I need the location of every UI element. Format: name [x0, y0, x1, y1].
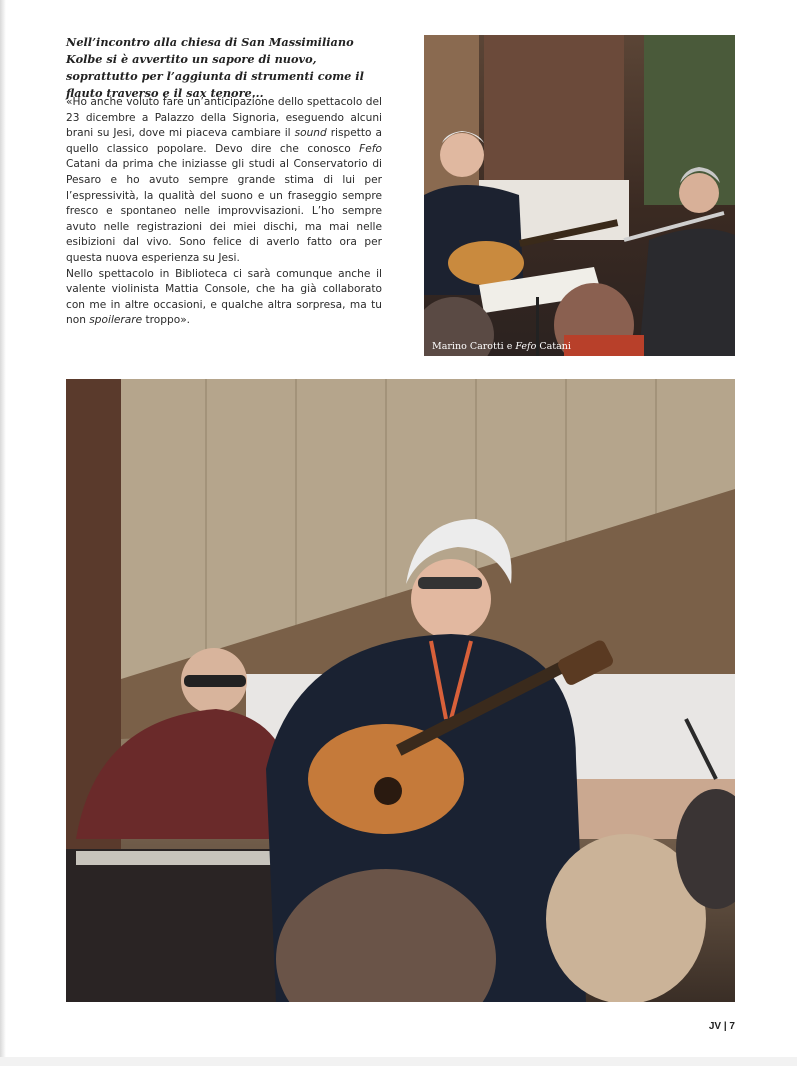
- body-paragraph-2: [66, 267, 382, 329]
- photo-caption: [432, 341, 571, 352]
- body-paragraph-1: [66, 95, 382, 267]
- photo-main-illustration: [66, 379, 735, 1002]
- caption-text: Marino Carotti e: [432, 341, 516, 352]
- photo-duo-illustration: [424, 35, 735, 356]
- page-edge-shadow: [0, 0, 6, 1066]
- photo-guitarist-main: [66, 379, 735, 1002]
- body-italic-sound: sound: [294, 127, 327, 140]
- lead-paragraph: Nell’incontro alla chiesa di San Massimiliano Kolbe si è avvertito un sapore di nuovo, soprattutto per l’aggiunta di strumenti come il flauto traverso e il sax tenore...: [66, 35, 364, 100]
- photo-musicians-duo: [424, 35, 735, 356]
- page-number: JV | 7: [708, 1021, 735, 1032]
- body-italic-fefo: Fefo: [359, 142, 382, 155]
- body-text-span: Catani da prima che iniziasse gli studi al Conservatorio di Pesaro e ho avuto sempre grande stima di lui per l’espressività, la qualità del suono e un fraseggio sempre fresco e spontaneo nelle improvvisazioni. L’ho sempre avuto nelle registrazioni dei miei dischi, ma mai nelle esibizioni dal vivo. Sono felice di averlo fatto ora per questa nuova esperienza su Jesi.: [66, 158, 382, 264]
- body-text-span: «Ho anche voluto fare un’anticipazione dello spettacolo del 23 dicembre a Palazzo della Signoria, eseguendo alcuni brani su Jesi, dove mi piaceva cambiare il: [66, 96, 382, 140]
- body-text-span: troppo».: [142, 314, 191, 327]
- body-italic-spoilerare: spoilerare: [89, 314, 143, 327]
- article-body: [66, 95, 382, 329]
- body-text-span: rispetto a quello classico popolare. Devo dire che conosco: [66, 127, 383, 155]
- body-text-span: Nello spettacolo in Biblioteca ci sarà comunque anche il valente violinista Mattia Console, che ha già collaborato con me in altre occasioni, e qualche altra sorpresa, ma tu non: [66, 267, 382, 327]
- caption-italic: Fefo: [515, 341, 537, 352]
- caption-text: Catani: [536, 341, 571, 352]
- page-bottom-band: [0, 1057, 797, 1066]
